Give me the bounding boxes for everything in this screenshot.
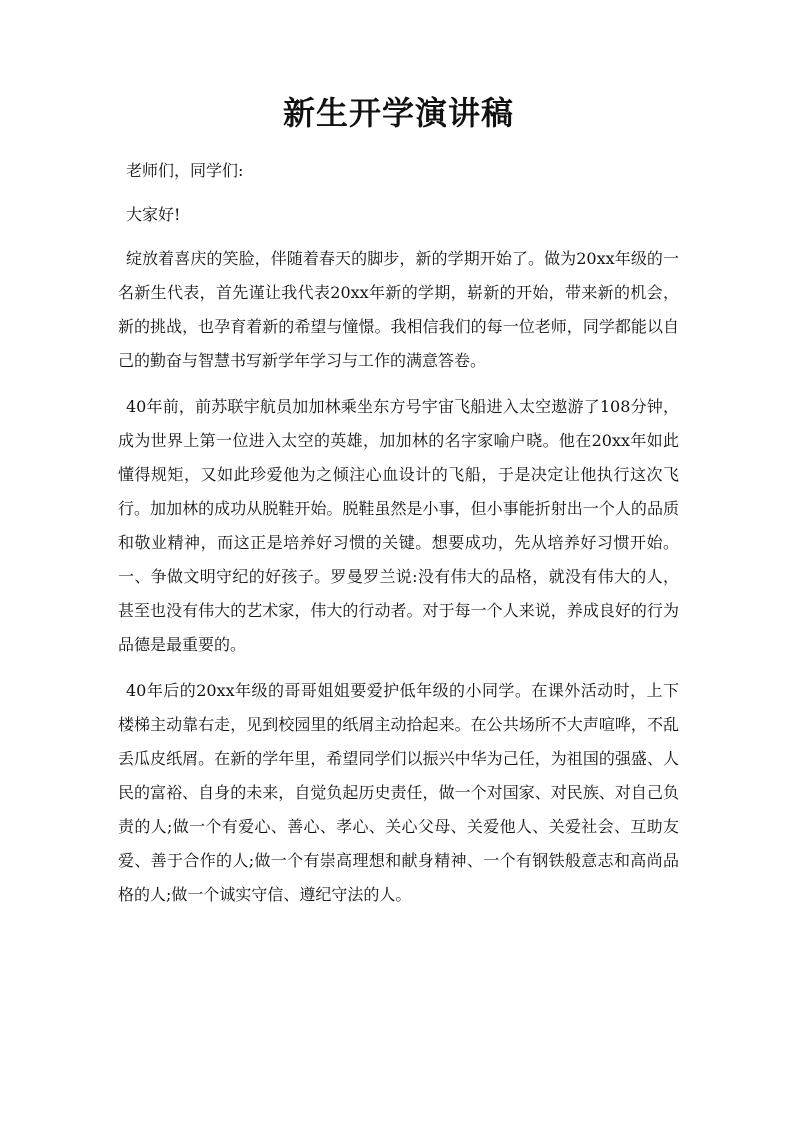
body-paragraph-1: 绽放着喜庆的笑脸，伴随着春天的脚步，新的学期开始了。做为20xx年级的一名新生代表，首先谨让我代表20xx年新的学期，崭新的开始，带来新的机会，新的挑战，也孕育着新的希望与憧憬。我相信我们的每一位老师，同学都能以自己的勤奋与智慧书写新学年学习与工作的满意答卷。 [118, 249, 679, 370]
document-body [118, 154, 679, 912]
document-title: 新生开学演讲稿 [282, 94, 514, 132]
body-paragraph-3: 40年后的20xx年级的哥哥姐姐要爱护低年级的小同学。在课外活动时，上下楼梯主动靠右走，见到校园里的纸屑主动拾起来。在公共场所不大声喧哗，不乱丢瓜皮纸屑。在新的学年里，希望同学们以振兴中华为己任，为祖国的强盛、人民的富裕、自身的未来，自觉负起历史责任，做一个对国家、对民族、对自己负责的人;做一个有爱心、善心、孝心、关心父母、关爱他人、关爱社会、互助友爱、善于合作的人;做一个有崇高理想和献身精神、一个有钢铁般意志和高尚品格的人;做一个诚实守信、遵纪守法的人。 [118, 681, 679, 904]
greeting-line: 大家好! [126, 205, 181, 224]
salutation-line: 老师们，同学们: [126, 161, 244, 180]
body-paragraph-2: 40年前，前苏联宇航员加加林乘坐东方号宇宙飞船进入太空遨游了108分钟，成为世界上第一位进入太空的英雄，加加林的名字家喻户晓。他在20xx年如此懂得规矩，又如此珍爱他为之倾注心血设计的飞船，于是决定让他执行这次飞行。加加林的成功从脱鞋开始。脱鞋虽然是小事，但小事能折射出一个人的品质和敬业精神，而这正是培养好习惯的关键。想要成功，先从培养好习惯开始。一、争做文明守纪的好孩子。罗曼罗兰说:没有伟大的品格，就没有伟大的人，甚至也没有伟大的艺术家，伟大的行动者。对于每一个人来说，养成良好的行为品德是最重要的。 [118, 397, 679, 654]
